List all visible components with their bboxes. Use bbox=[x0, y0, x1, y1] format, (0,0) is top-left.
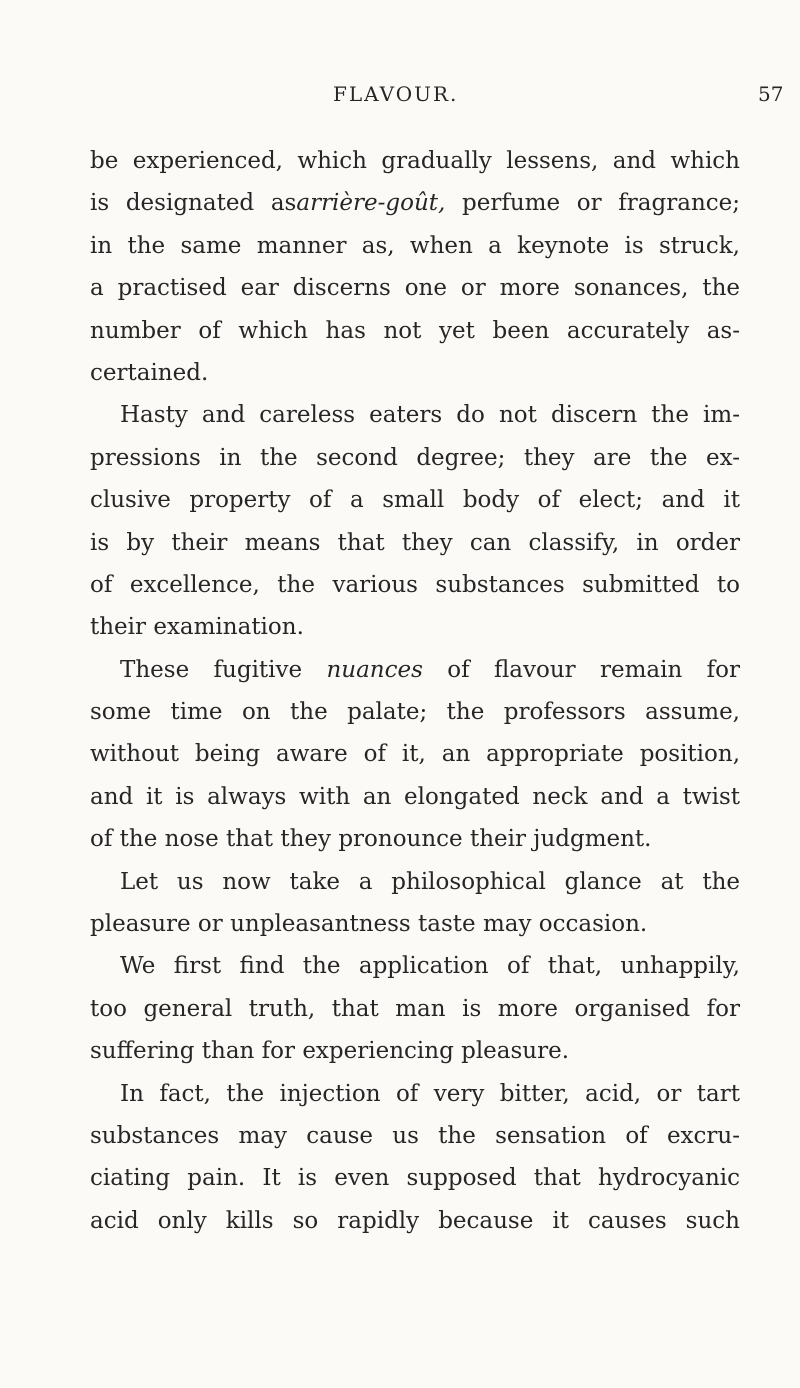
text-line: suffering than for experiencing pleasure. bbox=[90, 1038, 570, 1065]
text-line: and it is always with an elongated neck and a twist bbox=[90, 783, 740, 810]
text-line: certained. bbox=[90, 359, 209, 386]
text-line: Let us now take a philosophical glance at the bbox=[120, 868, 740, 895]
text-line bbox=[90, 649, 740, 691]
text-span: of flavour remain for bbox=[422, 656, 740, 683]
text-line: without being aware of it, an appropriate position, bbox=[90, 741, 740, 768]
text-line: pleasure or unpleasantness taste may occasion. bbox=[90, 911, 648, 938]
text-line: in the same manner as, when a keynote is struck, bbox=[90, 232, 740, 259]
text-line: of the nose that they pronounce their judgment. bbox=[90, 826, 652, 853]
page-number: 57 bbox=[758, 82, 784, 106]
text-line bbox=[90, 182, 740, 224]
text-line: some time on the palate; the professors assume, bbox=[90, 699, 740, 726]
text-line: a practised ear discerns one or more sonances, the bbox=[90, 275, 740, 302]
text-line: acid only kills so rapidly because it causes such bbox=[90, 1207, 740, 1234]
text-line: be experienced, which gradually lessens, and which bbox=[90, 148, 740, 174]
text-span: perfume or fragrance; bbox=[445, 190, 740, 217]
text-line: substances may cause us the sensation of excru- bbox=[90, 1122, 740, 1149]
text-line: Hasty and careless eaters do not discern the im- bbox=[120, 402, 740, 429]
text-line: of excellence, the various substances submitted to bbox=[90, 571, 740, 598]
text-line: pressions in the second degree; they are the ex- bbox=[90, 444, 740, 471]
text-line: too general truth, that man is more organised for bbox=[90, 995, 740, 1022]
italic-term: arrière-goût, bbox=[296, 190, 446, 217]
text-span: is designated as bbox=[90, 190, 297, 217]
running-title: FLAVOUR. bbox=[333, 82, 459, 106]
text-line: their examination. bbox=[90, 614, 304, 641]
body-text bbox=[90, 140, 740, 1242]
text-line: is by their means that they can classify, in order bbox=[90, 529, 740, 556]
text-line: ciating pain. It is even supposed that hydrocyanic bbox=[90, 1165, 740, 1192]
text-line: clusive property of a small body of elect; and it bbox=[90, 487, 740, 514]
text-line: In fact, the injection of very bitter, acid, or tart bbox=[120, 1080, 740, 1107]
running-head bbox=[0, 82, 800, 112]
text-line: number of which has not yet been accurately as- bbox=[90, 317, 740, 344]
text-span: These fugitive bbox=[120, 656, 327, 683]
italic-term: nuances bbox=[326, 656, 423, 683]
text-line: We first find the application of that, unhappily, bbox=[120, 953, 740, 980]
